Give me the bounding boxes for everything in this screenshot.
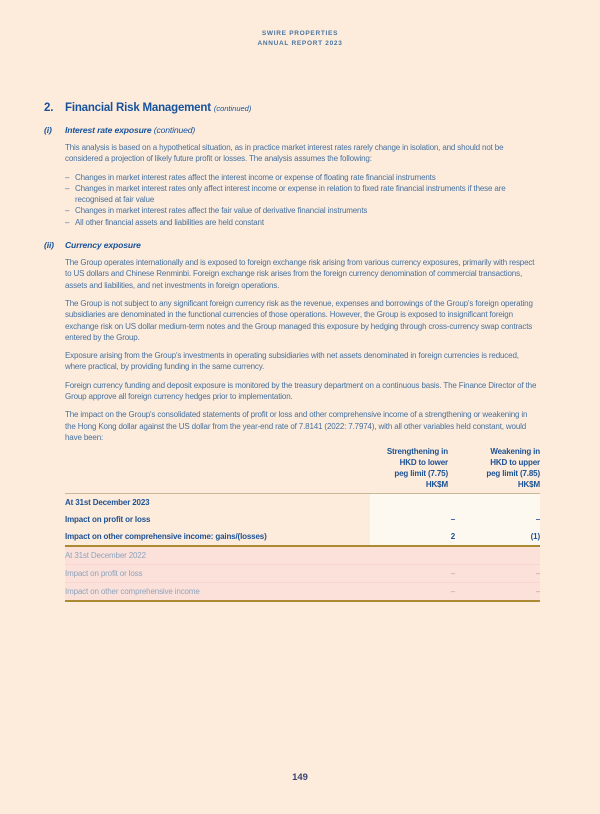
table-cell: –: [535, 569, 540, 579]
table-cell: –: [455, 511, 540, 528]
page-content: [44, 102, 540, 602]
bullet-dash: –: [65, 217, 70, 227]
table-cell: [455, 547, 540, 564]
subsection-i-body: [65, 142, 540, 228]
running-header-line2: ANNUAL REPORT 2023: [257, 40, 343, 47]
column-header-line: Weakening in: [490, 447, 540, 457]
table-cell: (1): [455, 528, 540, 545]
currency-sensitivity-table: [65, 447, 540, 602]
paragraph: Foreign currency funding and deposit exposure is monitored by the treasury department on a continuous basis. The Finance Director of the Group approve all foreign currency hedges prior to implementation.: [65, 380, 537, 402]
bullet-text: All other financial assets and liabilities are held constant: [75, 217, 264, 227]
column-header-line: peg limit (7.75): [394, 468, 448, 478]
paragraph: This analysis is based on a hypothetical situation, as in practice market interest rates rarely change in isolation, and should not be considered a projection of likely future profit or losses. The analysis assumes the following:: [65, 143, 504, 164]
column-header-line: peg limit (7.85): [486, 468, 540, 478]
paragraph: The Group operates internationally and is exposed to foreign exchange risk arising from various currency exposures, primarily with respect to US dollars and Chinese Renminbi. Foreign exchange risk arises from the foreign currency denomination of commercial transactions, assets and liabilities, and net investments in foreign operations.: [65, 258, 535, 290]
column-header-line: HK$M: [517, 479, 540, 489]
table-section-2022: [65, 547, 540, 602]
subsection-ii-body: [65, 257, 540, 443]
column-header-line: HK$M: [425, 479, 448, 489]
bullet-item: [65, 217, 540, 228]
row-label: Impact on other comprehensive income: gains/(losses): [65, 532, 267, 542]
table-cell: –: [450, 587, 455, 597]
table-section-2023: [65, 494, 540, 547]
table-cell: [370, 547, 455, 564]
table-section-header-row: [65, 547, 540, 565]
table-cell: –: [535, 587, 540, 597]
table-row: [65, 565, 540, 583]
running-header-line1: SWIRE PROPERTIES: [261, 30, 339, 37]
bullet-text: Changes in market interest rates affect the fair value of derivative financial instruments: [75, 206, 368, 216]
section-date-label: At 31st December 2023: [65, 498, 150, 508]
column-header-line: HKD to upper: [490, 458, 540, 468]
bullet-list: [65, 172, 540, 228]
bullet-item: [65, 205, 540, 216]
table-cell: –: [450, 569, 455, 579]
subsection-i-title: Interest rate exposure: [65, 125, 152, 135]
table-cell: [370, 494, 455, 511]
row-label: Impact on profit or loss: [65, 569, 143, 579]
bullet-dash: –: [65, 183, 70, 193]
section-date-label: At 31st December 2022: [65, 551, 146, 561]
section-title: Financial Risk Management: [65, 102, 211, 114]
bullet-text: Changes in market interest rates affect the interest income or expense of floating rate financial instruments: [75, 172, 436, 182]
column-header-line: Strengthening in: [386, 447, 448, 457]
table-header-row: [65, 447, 540, 494]
page-number: 149: [292, 772, 308, 783]
column-header-weakening: [448, 447, 540, 490]
row-label: Impact on other comprehensive income: [65, 587, 200, 597]
table-row: [65, 528, 540, 545]
paragraph: The impact on the Group's consolidated statements of profit or loss and other comprehensive income of a strengthening or weakening in the Hong Kong dollar against the US dollar from the year-end rate of 7.8141 (2022: 7.7974), with all other variables held constant, would have been:: [65, 410, 528, 442]
subsection-i-continued: (continued): [153, 125, 196, 135]
paragraph: The Group is not subject to any significant foreign currency risk as the revenue, expenses and borrowings of the Group's foreign operating subsidiaries are denominated in the functional currencies of those operations. However, the Group is exposed to insignificant foreign exchange risk on US dollar medium-term notes and the Group managed this exposure by hedging through cross-currency swap contracts entered by the Group.: [65, 298, 533, 342]
table-cell: –: [370, 511, 455, 528]
section-title-wrap: [65, 102, 251, 115]
table-cell: [455, 494, 540, 511]
subsection-ii-label: (ii): [44, 240, 54, 251]
subsection-i-label: (i): [44, 125, 52, 135]
section-number: 2.: [44, 102, 54, 114]
bullet-item: [65, 183, 540, 206]
subsection-ii-title: Currency exposure: [65, 240, 141, 251]
table-row: [65, 583, 540, 600]
section-continued: (continued): [213, 104, 252, 113]
column-header-line: HKD to lower: [399, 458, 448, 468]
table-row: [65, 511, 540, 528]
bullet-item: [65, 172, 540, 183]
column-header-strengthening: [356, 447, 448, 490]
bullet-text: Changes in market interest rates only affect interest income or expense in relation to fixed rate financial instruments if these are recognised at fair value: [75, 183, 506, 205]
paragraph: Exposure arising from the Group's investments in operating subsidiaries with net assets denominated in foreign currencies is reduced, where practical, by providing funding in the same currency.: [65, 351, 519, 372]
subsection-ii-heading: [44, 240, 540, 251]
row-label: Impact on profit or loss: [65, 515, 151, 525]
section-heading: [44, 102, 540, 115]
table-section-header-row: [65, 494, 540, 511]
subsection-i-title-wrap: [65, 125, 195, 136]
bullet-dash: –: [65, 172, 70, 182]
bullet-dash: –: [65, 206, 70, 216]
subsection-i-heading: [44, 125, 540, 136]
table-cell: 2: [370, 528, 455, 545]
running-header: [0, 29, 600, 49]
